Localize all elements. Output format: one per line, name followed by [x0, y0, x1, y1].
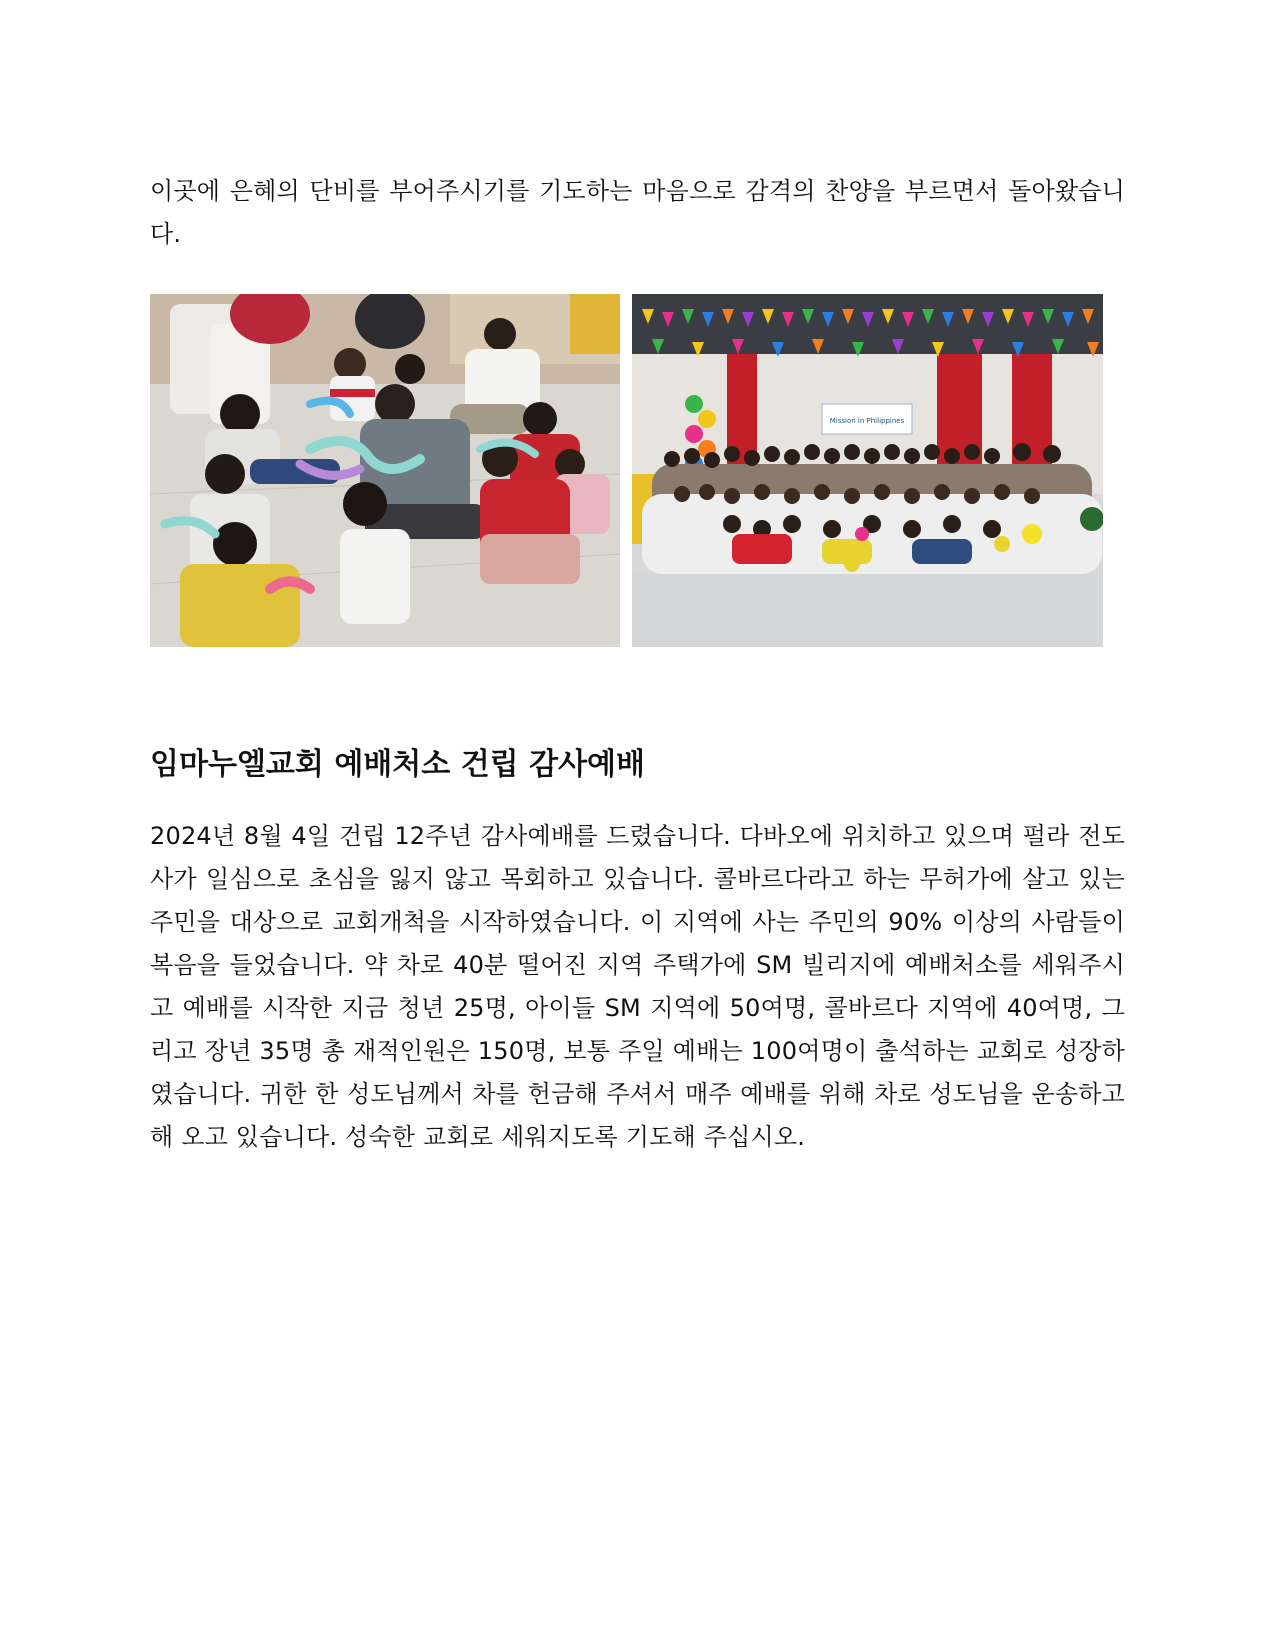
- document-page: [150, 170, 1125, 1159]
- photo-row: [150, 294, 1125, 647]
- section-body-paragraph: 2024년 8월 4일 건립 12주년 감사예배를 드렸습니다. 다바오에 위치하고 있으며 펄라 전도사가 일심으로 초심을 잃지 않고 목회하고 있습니다. 콜바르다라고 하는 무허가에 살고 있는 주민을 대상으로 교회개척을 시작하였습니다. 이 지역에 사는 주민의 90% 이상의 사람들이 복음을 들었습니다. 약 차로 40분 떨어진 지역 주택가에 SM 빌리지에 예배처소를 세워주시고 예배를 시작한 지금 청년 25명, 아이들 SM 지역에 50여명, 콜바르다 지역에 40여명, 그리고 장년 35명 총 재적인원은 150명, 보통 주일 예배는 100여명이 출석하는 교회로 성장하였습니다. 귀한 한 성도님께서 차를 헌금해 주셔서 매주 예배를 위해 차로 성도님을 운송하고 해 오고 있습니다. 성숙한 교회로 세워지도록 기도해 주십시오.: [150, 822, 1125, 1151]
- group-photo: [632, 294, 1103, 647]
- group-photo-image: [632, 294, 1103, 647]
- section-heading: 임마누엘교회 예배처소 건립 감사예배: [150, 747, 646, 782]
- intro-paragraph: 이곳에 은혜의 단비를 부어주시기를 기도하는 마음으로 감격의 찬양을 부르면서 돌아왔습니다.: [150, 177, 1125, 248]
- banner-text: Mission in Philippines: [829, 417, 905, 425]
- balloon-workshop-photo: [150, 294, 620, 647]
- balloon-workshop-image: [150, 294, 620, 647]
